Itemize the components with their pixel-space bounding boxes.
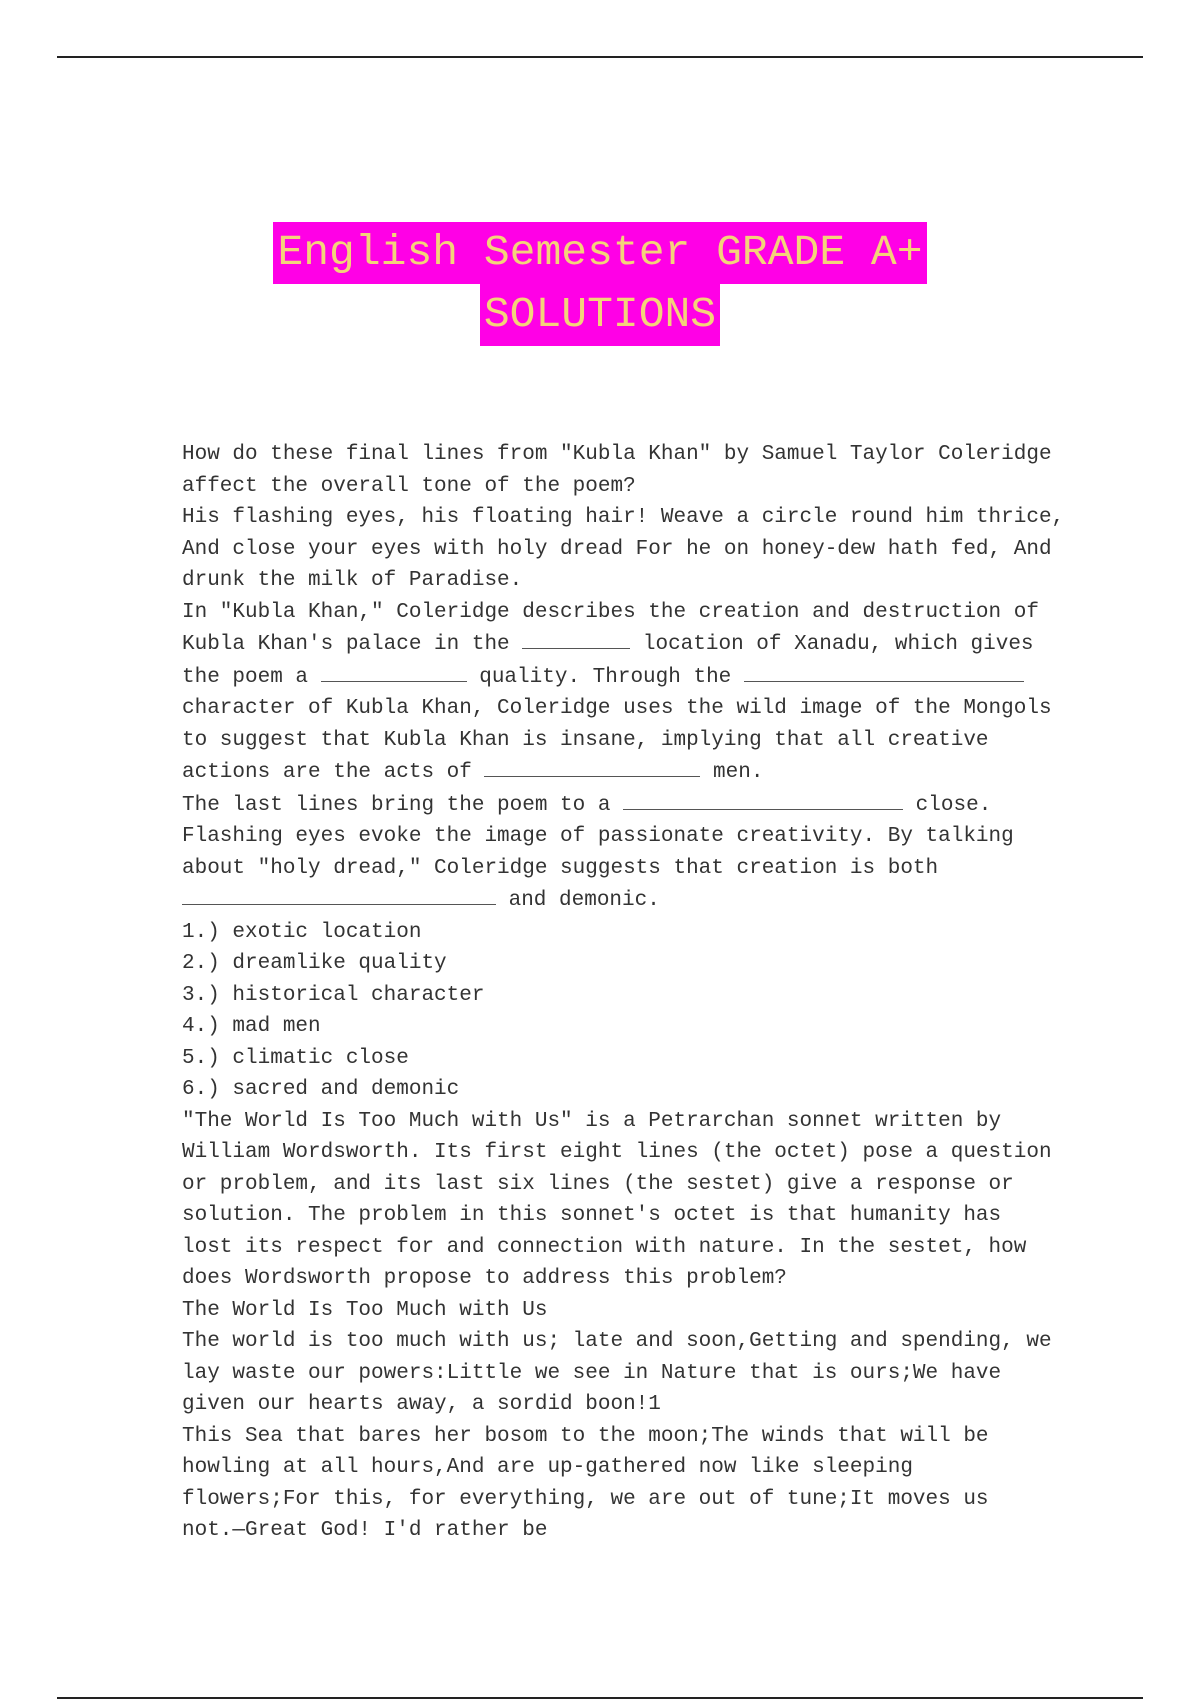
question-2-line: William Wordsworth. Its first eight lines (the octet) pose a question xyxy=(182,1141,1052,1164)
document-body xyxy=(182,439,1065,1547)
answer-blank-1 xyxy=(522,628,630,649)
cloze-text: the poem a xyxy=(182,665,321,689)
answer-blank-6 xyxy=(182,884,496,905)
cloze-text: close. xyxy=(903,793,992,817)
question-2-line: does Wordsworth propose to address this problem? xyxy=(182,1267,787,1290)
poem-line: lay waste our powers:Little we see in Nature that is ours;We have xyxy=(182,1361,1002,1385)
document-title xyxy=(0,222,1200,346)
answer-blank-5 xyxy=(623,789,903,810)
cloze-text: actions are the acts of xyxy=(182,761,485,784)
poem-line: This Sea that bares her bosom to the moon;The winds that will be xyxy=(182,1424,989,1448)
question-2-line: "The World Is Too Much with Us" is a Petrarchan sonnet written by xyxy=(182,1109,1002,1133)
poem-excerpt-line: And close your eyes with holy dread For he on honey-dew hath fed, And xyxy=(182,537,1052,561)
question-2-line: solution. The problem in this sonnet's octet is that humanity has xyxy=(182,1204,1002,1227)
cloze-line: about "holy dread," Coleridge suggests that creation is both xyxy=(182,856,939,880)
top-rule xyxy=(57,56,1143,58)
title-line-1: English Semester GRADE A+ xyxy=(273,222,926,284)
cloze-line: character of Kubla Khan, Coleridge uses the wild image of the Mongols xyxy=(182,697,1052,720)
poem-excerpt-line: His flashing eyes, his floating hair! Weave a circle round him thrice, xyxy=(182,506,1065,529)
cloze-line xyxy=(182,628,1062,661)
answer-item: 3.) historical character xyxy=(182,983,485,1007)
answer-blank-4 xyxy=(484,756,700,777)
poem-line: flowers;For this, for everything, we are out of tune;It moves us xyxy=(182,1487,989,1511)
cloze-line xyxy=(182,756,1062,789)
question-1-line: How do these final lines from "Kubla Khan" by Samuel Taylor Coleridge xyxy=(182,443,1052,466)
poem-line: The world is too much with us; late and soon,Getting and spending, we xyxy=(182,1330,1052,1353)
question-2-line: lost its respect for and connection with nature. In the sestet, how xyxy=(182,1235,1027,1259)
cloze-text: Kubla Khan's palace in the xyxy=(182,633,523,656)
answer-blank-2 xyxy=(321,661,467,682)
answer-blank-3 xyxy=(744,661,1024,682)
cloze-text: location of Xanadu, which gives xyxy=(630,633,1034,656)
cloze-text: quality. Through the xyxy=(466,665,744,689)
cloze-text: and demonic. xyxy=(496,889,660,912)
poem-title: The World Is Too Much with Us xyxy=(182,1298,548,1322)
answer-item: 5.) climatic close xyxy=(182,1046,409,1070)
bottom-rule xyxy=(57,1697,1143,1699)
cloze-line: Flashing eyes evoke the image of passionate creativity. By talking xyxy=(182,825,1014,848)
poem-line: given our hearts away, a sordid boon!1 xyxy=(182,1393,661,1416)
question-2-line: or problem, and its last six lines (the sestet) give a response or xyxy=(182,1172,1014,1196)
cloze-text: men. xyxy=(700,761,764,784)
cloze-text: The last lines bring the poem to a xyxy=(182,793,624,817)
poem-line: not.—Great God! I'd rather be xyxy=(182,1519,548,1542)
cloze-line: to suggest that Kubla Khan is insane, implying that all creative xyxy=(182,728,989,752)
answer-item: 2.) dreamlike quality xyxy=(182,952,447,975)
answer-item: 6.) sacred and demonic xyxy=(182,1078,460,1101)
question-1-line: affect the overall tone of the poem? xyxy=(182,474,636,498)
cloze-line xyxy=(182,789,1062,822)
title-line-2: SOLUTIONS xyxy=(480,284,720,346)
cloze-line xyxy=(182,884,1062,917)
cloze-line: In "Kubla Khan," Coleridge describes the creation and destruction of xyxy=(182,600,1039,624)
answer-item: 4.) mad men xyxy=(182,1015,321,1038)
answer-item: 1.) exotic location xyxy=(182,920,422,944)
poem-excerpt-line: drunk the milk of Paradise. xyxy=(182,569,523,592)
cloze-line xyxy=(182,661,1062,694)
poem-line: howling at all hours,And are up-gathered now like sleeping xyxy=(182,1456,913,1479)
